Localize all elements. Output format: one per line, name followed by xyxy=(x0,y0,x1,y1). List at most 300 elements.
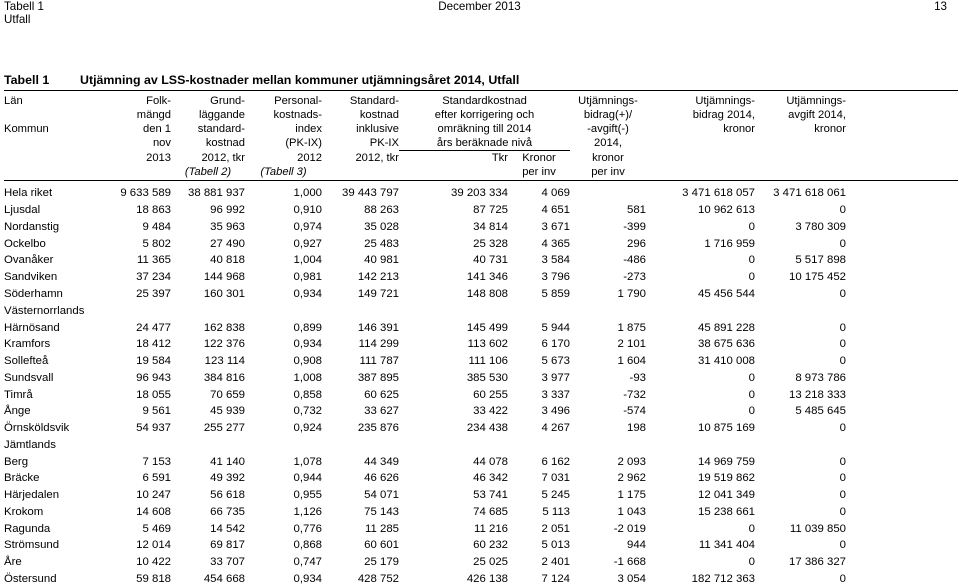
header-row xyxy=(0,122,846,136)
value-cell: -1 668 xyxy=(613,556,646,569)
value-cell: 385 530 xyxy=(466,371,508,384)
empty-cell xyxy=(570,436,646,453)
value-cell: 3 796 xyxy=(541,271,570,284)
value-cell: 37 234 xyxy=(136,271,171,284)
value-cell: 0,868 xyxy=(293,539,322,552)
value-cell: 69 817 xyxy=(210,539,245,552)
value-cell: 0,732 xyxy=(293,405,322,418)
table-row xyxy=(0,235,846,252)
header-cell xyxy=(755,165,846,179)
table-row xyxy=(0,319,846,336)
table-row xyxy=(0,554,846,571)
value-cell: 2 051 xyxy=(541,522,570,535)
header-cell: Kronor xyxy=(522,152,556,164)
group-row xyxy=(0,436,846,453)
empty-cell xyxy=(570,302,646,319)
header-subtitle: Utfall xyxy=(4,13,31,26)
header-cell xyxy=(755,151,846,166)
value-cell: 4 069 xyxy=(541,187,570,200)
table-row xyxy=(0,386,846,403)
value-cell: 35 963 xyxy=(210,220,245,233)
value-cell: 5 517 898 xyxy=(795,254,846,267)
value-cell: 59 818 xyxy=(136,572,171,585)
empty-cell xyxy=(171,302,245,319)
header-cell: 2012, tkr xyxy=(201,151,245,164)
header-cell: kronor xyxy=(723,123,755,135)
municipality-name: Nordanstig xyxy=(4,220,60,233)
table-row xyxy=(0,219,846,236)
value-cell: 19 584 xyxy=(136,355,171,368)
value-cell: 9 561 xyxy=(142,405,171,418)
municipality-name: Ljusdal xyxy=(4,204,41,217)
value-cell: 145 499 xyxy=(466,321,508,334)
value-cell: 44 349 xyxy=(364,455,399,468)
header-date: December 2013 xyxy=(438,0,521,13)
value-cell: 3 977 xyxy=(541,371,570,384)
header-cell: avgift 2014, xyxy=(788,109,846,121)
value-cell: 60 232 xyxy=(473,539,508,552)
empty-cell xyxy=(399,436,508,453)
municipality-name: Strömsund xyxy=(4,539,60,552)
header-cell: PK-IX xyxy=(369,137,399,150)
group-label: Västernorrlands xyxy=(4,304,85,317)
header-cell xyxy=(0,108,112,122)
value-cell: 87 725 xyxy=(473,204,508,217)
empty-cell xyxy=(322,302,399,319)
value-cell: 3 584 xyxy=(541,254,570,267)
value-cell: 0,747 xyxy=(293,556,322,569)
value-cell: 5 485 645 xyxy=(795,405,846,418)
header-title: Tabell 1 xyxy=(4,0,44,13)
value-cell: 24 477 xyxy=(136,321,171,334)
value-cell: 0,974 xyxy=(293,220,322,233)
value-cell: 56 618 xyxy=(210,489,245,502)
header-cell: standard- xyxy=(197,123,245,135)
value-cell: 34 814 xyxy=(473,220,508,233)
value-cell: 5 944 xyxy=(541,321,570,334)
table-row xyxy=(0,453,846,470)
value-cell: 234 438 xyxy=(466,422,508,435)
value-cell: 4 267 xyxy=(541,422,570,435)
table-row xyxy=(0,420,846,437)
value-cell: 1,008 xyxy=(293,371,322,384)
header-cell xyxy=(322,165,399,179)
value-cell: 12 041 349 xyxy=(697,489,755,502)
page-number: 13 xyxy=(934,0,947,13)
value-cell: 182 712 363 xyxy=(691,572,755,585)
header-cell xyxy=(646,136,755,151)
value-cell: 1 043 xyxy=(617,505,646,518)
value-cell: 0,934 xyxy=(293,338,322,351)
value-cell: -273 xyxy=(623,271,646,284)
municipality-name: Bräcke xyxy=(4,472,40,485)
value-cell: 31 410 008 xyxy=(697,355,755,368)
municipality-name: Härnösand xyxy=(4,321,60,334)
value-cell: 0 xyxy=(748,522,755,535)
value-cell: 0 xyxy=(839,321,846,334)
value-cell: 2 401 xyxy=(541,556,570,569)
header-cell xyxy=(646,151,755,166)
value-cell: 0,776 xyxy=(293,522,322,535)
value-cell: 96 943 xyxy=(136,371,171,384)
value-cell: 1 790 xyxy=(617,287,646,300)
value-cell: 0,955 xyxy=(293,489,322,502)
municipality-name: Örnsköldsvik xyxy=(4,422,70,435)
header-cell xyxy=(646,165,755,179)
value-cell: 0 xyxy=(839,287,846,300)
value-cell: 38 675 636 xyxy=(697,338,755,351)
value-cell: 149 721 xyxy=(357,287,399,300)
value-cell: 0 xyxy=(839,355,846,368)
value-cell: 10 247 xyxy=(136,489,171,502)
header-cell: bidrag 2014, xyxy=(692,109,755,121)
header-cell xyxy=(112,165,171,179)
value-cell: 1 875 xyxy=(617,321,646,334)
table-row xyxy=(0,520,846,537)
empty-cell xyxy=(171,436,245,453)
value-cell: 1 604 xyxy=(617,355,646,368)
value-cell: 384 816 xyxy=(203,371,245,384)
value-cell: 0 xyxy=(748,556,755,569)
value-cell: 66 735 xyxy=(210,505,245,518)
empty-cell xyxy=(755,302,846,319)
value-cell: 5 859 xyxy=(541,287,570,300)
value-cell: 38 881 937 xyxy=(187,187,245,200)
header-cell: års beräknade nivå xyxy=(399,136,570,151)
value-cell: 15 238 661 xyxy=(697,505,755,518)
municipality-name: Sandviken xyxy=(4,271,58,284)
header-cell: Folk- xyxy=(146,95,171,107)
header-cell xyxy=(0,165,112,179)
value-cell: 3 471 618 061 xyxy=(773,187,846,200)
empty-cell xyxy=(322,436,399,453)
header-cell: läggande xyxy=(198,109,245,121)
value-cell: 40 818 xyxy=(210,254,245,267)
value-cell: 44 078 xyxy=(473,455,508,468)
header-cell xyxy=(0,151,112,166)
value-cell: -486 xyxy=(623,254,646,267)
value-cell: -732 xyxy=(623,388,646,401)
municipality-name: Berg xyxy=(4,455,29,468)
value-cell: 96 992 xyxy=(210,204,245,217)
value-cell: 160 301 xyxy=(203,287,245,300)
value-cell: 0 xyxy=(748,254,755,267)
value-cell: 33 627 xyxy=(364,405,399,418)
value-cell: 18 055 xyxy=(136,388,171,401)
value-cell: 11 341 404 xyxy=(698,539,755,552)
value-cell: 0 xyxy=(839,338,846,351)
value-cell: 0,944 xyxy=(293,472,322,485)
header-cell: Grund- xyxy=(210,95,245,107)
value-cell: 0,910 xyxy=(293,204,322,217)
table-row xyxy=(0,571,846,587)
header-cell: mängd xyxy=(136,109,171,121)
empty-cell xyxy=(646,302,755,319)
table-row xyxy=(0,537,846,554)
value-cell: 5 469 xyxy=(142,522,171,535)
header-rule xyxy=(4,180,958,181)
header-cell: Standardkostnad xyxy=(442,95,527,107)
value-cell: 0 xyxy=(839,505,846,518)
municipality-name: Ovanåker xyxy=(4,254,54,267)
value-cell: 3 671 xyxy=(541,220,570,233)
value-cell: -2 019 xyxy=(613,522,646,535)
value-cell: 39 203 334 xyxy=(450,187,508,200)
empty-cell xyxy=(646,436,755,453)
value-cell: 33 422 xyxy=(473,405,508,418)
value-cell: 11 365 xyxy=(137,254,171,267)
municipality-name: Sundsvall xyxy=(4,371,54,384)
header-cell: (PK-IX) xyxy=(285,137,322,150)
value-cell: 3 337 xyxy=(541,388,570,401)
table-row xyxy=(0,269,846,286)
value-cell: 46 342 xyxy=(473,472,508,485)
header-row xyxy=(0,108,846,122)
value-cell: 49 392 xyxy=(210,472,245,485)
value-cell: 88 263 xyxy=(364,204,399,217)
value-cell: 6 170 xyxy=(541,338,570,351)
table-row xyxy=(0,470,846,487)
table-row xyxy=(0,403,846,420)
header-cell: Utjämnings- xyxy=(786,95,846,107)
value-cell: 14 542 xyxy=(210,522,245,535)
municipality-name: Söderhamn xyxy=(4,287,63,300)
value-cell: 141 346 xyxy=(466,271,508,284)
value-cell: 0 xyxy=(839,204,846,217)
header-cell: 2013 xyxy=(146,151,171,164)
value-cell: 5 673 xyxy=(541,355,570,368)
value-cell: 7 153 xyxy=(142,455,171,468)
table-row xyxy=(0,504,846,521)
value-cell: 0,858 xyxy=(293,388,322,401)
value-cell: 35 028 xyxy=(364,220,399,233)
value-cell: 54 937 xyxy=(136,422,171,435)
value-cell: 2 093 xyxy=(617,455,646,468)
header-cell: Personal- xyxy=(274,95,322,107)
municipality-name: Sollefteå xyxy=(4,355,49,368)
header-cell: 2014, xyxy=(594,137,622,150)
header-cell: index xyxy=(295,123,322,135)
value-cell: 25 483 xyxy=(364,237,399,250)
value-cell: 3 471 618 057 xyxy=(682,187,755,200)
table-number: Tabell 1 xyxy=(4,73,50,87)
header-cell xyxy=(0,136,112,151)
value-cell: 0 xyxy=(839,572,846,585)
header-cell xyxy=(755,136,846,151)
value-cell: 11 216 xyxy=(474,522,508,535)
header-cell: 2012, tkr xyxy=(355,151,399,164)
value-cell: 11 285 xyxy=(365,522,399,535)
empty-cell xyxy=(245,302,322,319)
table-row xyxy=(0,353,846,370)
header-cell: 2012 xyxy=(297,151,322,164)
header-cell: Utjämnings- xyxy=(695,95,755,107)
municipality-name: Härjedalen xyxy=(4,489,60,502)
value-cell: 39 443 797 xyxy=(341,187,399,200)
value-cell: 25 397 xyxy=(136,287,171,300)
value-cell: 10 422 xyxy=(136,556,171,569)
value-cell: 123 114 xyxy=(204,355,245,368)
value-cell: 0 xyxy=(839,539,846,552)
value-cell: 4 365 xyxy=(541,237,570,250)
value-cell: 45 939 xyxy=(210,405,245,418)
value-cell: 0 xyxy=(748,388,755,401)
value-cell: 60 625 xyxy=(364,388,399,401)
value-cell: 0,934 xyxy=(293,572,322,585)
value-cell: 454 668 xyxy=(203,572,245,585)
value-cell: 25 025 xyxy=(473,556,508,569)
value-cell xyxy=(570,185,646,202)
value-cell: 1,004 xyxy=(293,254,322,267)
value-cell: 2 101 xyxy=(617,338,646,351)
value-cell: 0 xyxy=(839,455,846,468)
value-cell: 142 213 xyxy=(357,271,399,284)
page-header xyxy=(0,0,959,30)
value-cell: -574 xyxy=(623,405,646,418)
value-cell: 8 973 786 xyxy=(795,371,846,384)
value-cell: 0,934 xyxy=(293,287,322,300)
header-cell: (Tabell 2) xyxy=(184,166,232,178)
header-cell: bidrag(+)/ xyxy=(583,109,633,121)
value-cell: 2 962 xyxy=(617,472,646,485)
value-cell: 1,000 xyxy=(293,187,322,200)
table-row xyxy=(0,185,846,202)
value-cell: 0,927 xyxy=(293,237,322,250)
value-cell: 581 xyxy=(626,204,646,217)
municipality-name: Kramfors xyxy=(4,338,51,351)
header-cell: Utjämnings- xyxy=(578,95,638,107)
header-row xyxy=(0,136,846,151)
value-cell: 148 808 xyxy=(466,287,508,300)
value-cell: 4 651 xyxy=(541,204,570,217)
value-cell: 1,126 xyxy=(293,505,322,518)
value-cell: 235 876 xyxy=(357,422,399,435)
value-cell: -93 xyxy=(629,371,646,384)
municipality-name: Ockelbo xyxy=(4,237,46,250)
group-label: Jämtlands xyxy=(4,438,56,451)
header-cell: efter korrigering och xyxy=(434,109,535,121)
value-cell: 14 969 759 xyxy=(697,455,755,468)
value-cell: 0,899 xyxy=(293,321,322,334)
value-cell: -399 xyxy=(623,220,646,233)
header-cell: Län xyxy=(4,95,23,107)
value-cell: 0 xyxy=(748,371,755,384)
value-cell: 53 741 xyxy=(473,489,508,502)
table-row xyxy=(0,252,846,269)
value-cell: 0 xyxy=(839,422,846,435)
municipality-name: Ånge xyxy=(4,405,31,418)
value-cell: 198 xyxy=(626,422,646,435)
header-cell: inklusive xyxy=(356,123,399,135)
municipality-name: Hela riket xyxy=(4,187,53,200)
header-cell: -avgift(-) xyxy=(587,123,629,135)
value-cell: 9 484 xyxy=(142,220,171,233)
empty-cell xyxy=(245,436,322,453)
municipality-name: Timrå xyxy=(4,388,33,401)
value-cell: 10 875 169 xyxy=(697,422,755,435)
value-cell: 0,924 xyxy=(293,422,322,435)
value-cell: 111 106 xyxy=(468,355,508,368)
value-cell: 5 802 xyxy=(142,237,171,250)
value-cell: 17 386 327 xyxy=(788,556,846,569)
header-cell: kronor xyxy=(814,123,846,135)
value-cell: 46 626 xyxy=(364,472,399,485)
table-row xyxy=(0,487,846,504)
value-cell: 54 071 xyxy=(364,489,399,502)
header-cell: Kommun xyxy=(4,123,49,135)
value-cell: 75 143 xyxy=(364,505,399,518)
header-cell: omräkning till 2014 xyxy=(437,123,532,135)
value-cell: 1 716 959 xyxy=(704,237,755,250)
value-cell: 74 685 xyxy=(473,505,508,518)
value-cell: 45 891 228 xyxy=(697,321,755,334)
value-cell: 146 391 xyxy=(357,321,399,334)
header-cell: kostnads- xyxy=(273,109,322,121)
header-cell: kostnad xyxy=(359,109,399,121)
empty-cell xyxy=(508,302,570,319)
empty-cell xyxy=(508,436,570,453)
value-cell: 0,908 xyxy=(293,355,322,368)
table-row xyxy=(0,202,846,219)
value-cell: 144 968 xyxy=(203,271,245,284)
value-cell: 0 xyxy=(839,472,846,485)
value-cell: 25 179 xyxy=(364,556,399,569)
municipality-name: Östersund xyxy=(4,572,57,585)
value-cell: 0 xyxy=(748,220,755,233)
table-row xyxy=(0,369,846,386)
value-cell: 7 031 xyxy=(541,472,570,485)
header-cell: kronor xyxy=(592,151,624,164)
value-cell: 70 659 xyxy=(210,388,245,401)
header-cell: (Tabell 3) xyxy=(260,166,307,178)
value-cell: 3 496 xyxy=(541,405,570,418)
table-title-text: Utjämning av LSS-kostnader mellan kommuner utjämningsåret 2014, Utfall xyxy=(80,73,520,87)
value-cell: 5 113 xyxy=(542,505,570,518)
value-cell: 255 277 xyxy=(203,422,245,435)
header-cell: kostnad xyxy=(205,137,245,150)
header-cell: Standard- xyxy=(349,95,399,107)
value-cell: 3 780 309 xyxy=(795,220,846,233)
value-cell: 27 490 xyxy=(210,237,245,250)
value-cell: 11 039 850 xyxy=(789,522,846,535)
value-cell: 19 519 862 xyxy=(697,472,755,485)
value-cell: 1 175 xyxy=(617,489,646,502)
value-cell: 0 xyxy=(748,271,755,284)
value-cell: 18 412 xyxy=(136,338,171,351)
header-cell: nov xyxy=(152,137,171,150)
value-cell: 122 376 xyxy=(203,338,245,351)
value-cell: 5 013 xyxy=(541,539,570,552)
value-cell: 9 633 589 xyxy=(120,187,171,200)
value-cell: 944 xyxy=(626,539,646,552)
value-cell: 6 591 xyxy=(142,472,171,485)
group-row xyxy=(0,302,846,319)
table-title xyxy=(4,72,519,88)
value-cell: 10 175 452 xyxy=(788,271,846,284)
value-cell: 25 328 xyxy=(473,237,508,250)
value-cell: 40 981 xyxy=(364,254,399,267)
value-cell: 296 xyxy=(626,237,646,250)
value-cell: 114 299 xyxy=(358,338,399,351)
table-row xyxy=(0,336,846,353)
value-cell: 426 138 xyxy=(466,572,508,585)
header-row xyxy=(0,165,846,179)
value-cell: 113 602 xyxy=(467,338,508,351)
municipality-name: Krokom xyxy=(4,505,44,518)
header-cell: Tkr xyxy=(491,152,508,164)
municipality-name: Åre xyxy=(4,556,22,569)
value-cell: 14 608 xyxy=(136,505,171,518)
